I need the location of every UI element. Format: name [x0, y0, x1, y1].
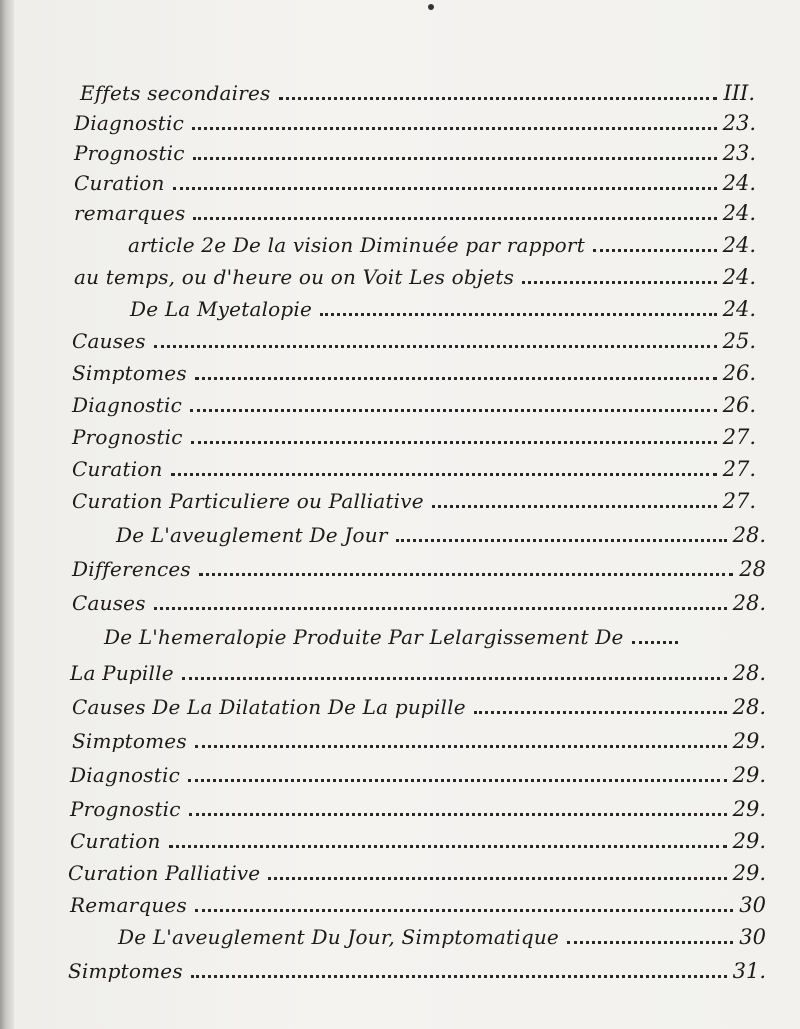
dot-leader [268, 876, 726, 880]
dot-leader [193, 216, 716, 220]
toc-row [74, 262, 756, 292]
toc-row [74, 198, 756, 228]
entry-page: 27. [722, 425, 756, 449]
entry-page: 30 [739, 893, 766, 917]
toc-row [130, 294, 756, 324]
dot-leader [199, 572, 733, 576]
toc-row [72, 422, 756, 452]
entry-label: Effets secondaires [80, 81, 271, 105]
entry-page: 27. [722, 489, 756, 513]
dot-leader [279, 96, 718, 100]
toc-row [72, 486, 756, 516]
toc-row [72, 554, 766, 584]
entry-label: De L'aveuglement Du Jour, Simptomatique [118, 925, 559, 949]
entry-page: 29. [732, 861, 766, 885]
toc-row [74, 138, 756, 168]
entry-label: Curation Palliative [68, 861, 261, 885]
entry-page: 28. [732, 695, 766, 719]
dot-leader [190, 408, 717, 412]
entry-page: 29. [732, 763, 766, 787]
toc-row [72, 454, 756, 484]
entry-label: remarques [74, 201, 186, 225]
toc-row [116, 520, 766, 550]
toc-row [72, 726, 766, 756]
toc-row [118, 922, 766, 952]
entry-page: 28. [732, 523, 766, 547]
entry-label: Causes [72, 591, 146, 615]
entry-label: Curation [74, 171, 165, 195]
dot-leader [522, 280, 717, 284]
entry-label: Differences [72, 557, 191, 581]
dot-leader [191, 440, 717, 444]
toc-row [128, 230, 756, 260]
dot-leader [193, 156, 717, 160]
entry-page: 29. [732, 797, 766, 821]
entry-page: 26. [722, 361, 756, 385]
entry-page: 29. [732, 829, 766, 853]
dot-leader [171, 472, 717, 476]
entry-label: Diagnostic [72, 393, 182, 417]
toc-row [70, 658, 766, 688]
dot-leader [632, 640, 678, 644]
toc-row [72, 588, 766, 618]
entry-label: article 2e De la vision Diminuée par rapport [128, 233, 585, 257]
dot-leader [173, 186, 717, 190]
entry-page: 24. [722, 297, 756, 321]
entry-label: Diagnostic [70, 763, 180, 787]
toc-row [70, 794, 766, 824]
toc-row [72, 358, 756, 388]
entry-label: Curation Particuliere ou Palliative [72, 489, 424, 513]
entry-page: 27. [722, 457, 756, 481]
dot-leader [320, 312, 717, 316]
entry-label: La Pupille [70, 661, 174, 685]
entry-page: 25. [722, 329, 756, 353]
entry-page: 31. [732, 959, 766, 983]
dot-leader [432, 504, 717, 508]
dot-leader [195, 376, 717, 380]
entry-page: 24. [722, 265, 756, 289]
toc-row [72, 390, 756, 420]
entry-label: Diagnostic [74, 111, 184, 135]
dot-leader [169, 844, 727, 848]
dot-leader [154, 344, 717, 348]
dot-leader [189, 812, 727, 816]
entry-label: Prognostic [74, 141, 185, 165]
dot-leader [154, 606, 727, 610]
toc-row [68, 956, 766, 986]
entry-label: Curation [70, 829, 161, 853]
entry-page: 26. [722, 393, 756, 417]
dot-leader [195, 744, 727, 748]
entry-page: 23. [722, 111, 756, 135]
entry-label: Causes De La Dilatation De La pupille [72, 695, 466, 719]
dot-leader [191, 974, 727, 978]
toc-row [68, 858, 766, 888]
toc-row [80, 78, 755, 108]
entry-page: 24. [722, 201, 756, 225]
toc-row [72, 692, 766, 722]
entry-label: Prognostic [70, 797, 181, 821]
toc-row [70, 890, 766, 920]
entry-label: Simptomes [72, 729, 187, 753]
dot-leader [474, 710, 727, 714]
entry-label: Remarques [70, 893, 187, 917]
dot-leader [188, 778, 727, 782]
dot-leader [192, 126, 717, 130]
entry-page: 24. [722, 171, 756, 195]
entry-page: 28. [732, 661, 766, 685]
entry-label: Causes [72, 329, 146, 353]
entry-label: Prognostic [72, 425, 183, 449]
dot-leader [567, 940, 733, 944]
toc-row [72, 326, 756, 356]
entry-page: 29. [732, 729, 766, 753]
toc-row [74, 168, 756, 198]
entry-label: Simptomes [72, 361, 187, 385]
dot-leader [195, 908, 733, 912]
entry-label: au temps, ou d'heure ou on Voit Les objets [74, 265, 515, 289]
toc-row [70, 826, 766, 856]
entry-label: Curation [72, 457, 163, 481]
entry-page: 28. [732, 591, 766, 615]
toc-row [74, 108, 756, 138]
toc-row [104, 622, 684, 652]
entry-page: 24. [722, 233, 756, 257]
dot-leader [182, 676, 727, 680]
entry-label: De L'aveuglement De Jour [116, 523, 388, 547]
entry-label: Simptomes [68, 959, 183, 983]
toc-row [70, 760, 766, 790]
dot-leader [593, 248, 717, 252]
entry-page: 23. [722, 141, 756, 165]
entry-label: De L'hemeralopie Produite Par Lelargissement De [104, 625, 624, 649]
entry-page: 30 [739, 925, 766, 949]
dot-leader [396, 538, 727, 542]
entry-page: 28 [739, 557, 766, 581]
entry-page: III. [723, 81, 755, 105]
entry-label: De La Myetalopie [130, 297, 313, 321]
